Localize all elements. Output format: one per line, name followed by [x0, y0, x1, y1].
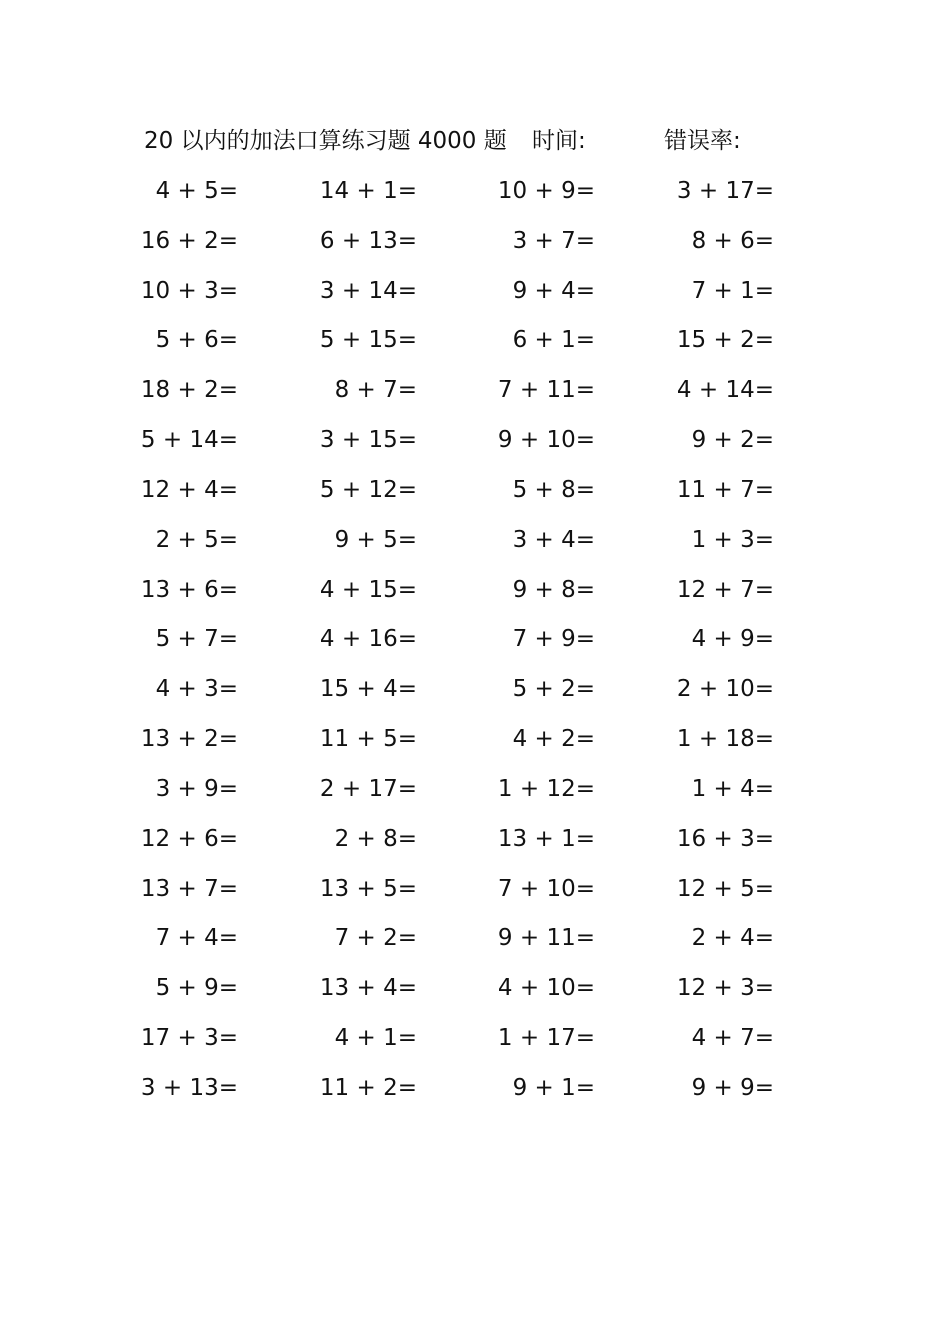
addition-problem: 13 + 1= — [497, 825, 595, 852]
problem-row — [0, 620, 950, 670]
addition-problem: 12 + 3= — [676, 975, 774, 1002]
addition-problem: 8 + 6= — [691, 227, 774, 254]
worksheet-title: 20 以内的加法口算练习题 4000 题 — [144, 128, 507, 154]
addition-problem: 4 + 9= — [691, 626, 774, 653]
addition-problem: 4 + 10= — [497, 975, 595, 1002]
addition-problem: 1 + 4= — [691, 775, 774, 802]
problem-row — [0, 371, 950, 421]
addition-problem: 16 + 2= — [140, 227, 238, 254]
addition-problem: 1 + 18= — [676, 726, 774, 753]
addition-problem: 7 + 4= — [155, 925, 238, 952]
addition-problem: 8 + 7= — [334, 377, 417, 404]
problem-row — [0, 1019, 950, 1069]
addition-problem: 2 + 8= — [334, 825, 417, 852]
addition-problem: 16 + 3= — [676, 825, 774, 852]
problem-row — [0, 571, 950, 621]
addition-problem: 12 + 5= — [676, 875, 774, 902]
addition-problem: 1 + 17= — [497, 1025, 595, 1052]
problem-grid — [0, 172, 950, 1119]
addition-problem: 5 + 6= — [155, 327, 238, 354]
addition-problem: 5 + 9= — [155, 975, 238, 1002]
addition-problem: 11 + 5= — [319, 726, 417, 753]
addition-problem: 2 + 17= — [319, 775, 417, 802]
addition-problem: 4 + 16= — [319, 626, 417, 653]
addition-problem: 12 + 7= — [676, 576, 774, 603]
addition-problem: 18 + 2= — [140, 377, 238, 404]
problem-row — [0, 222, 950, 272]
problem-row — [0, 919, 950, 969]
addition-problem: 3 + 15= — [319, 427, 417, 454]
error-rate-label: 错误率: — [664, 128, 741, 154]
addition-problem: 9 + 10= — [497, 427, 595, 454]
addition-problem: 6 + 1= — [512, 327, 595, 354]
problem-row — [0, 820, 950, 870]
addition-problem: 9 + 11= — [497, 925, 595, 952]
addition-problem: 6 + 13= — [319, 227, 417, 254]
addition-problem: 13 + 4= — [319, 975, 417, 1002]
addition-problem: 11 + 2= — [319, 1074, 417, 1101]
addition-problem: 7 + 2= — [334, 925, 417, 952]
addition-problem: 3 + 7= — [512, 227, 595, 254]
addition-problem: 2 + 10= — [676, 676, 774, 703]
problem-row — [0, 172, 950, 222]
addition-problem: 1 + 3= — [691, 526, 774, 553]
addition-problem: 10 + 9= — [497, 178, 595, 204]
addition-problem: 4 + 7= — [691, 1025, 774, 1052]
problem-row — [0, 969, 950, 1019]
addition-problem: 5 + 15= — [319, 327, 417, 354]
addition-problem: 17 + 3= — [140, 1025, 238, 1052]
addition-problem: 5 + 8= — [512, 476, 595, 503]
addition-problem: 4 + 14= — [676, 377, 774, 404]
addition-problem: 3 + 17= — [676, 178, 774, 204]
problem-row — [0, 471, 950, 521]
addition-problem: 13 + 6= — [140, 576, 238, 603]
addition-problem: 4 + 15= — [319, 576, 417, 603]
problem-row — [0, 421, 950, 471]
addition-problem: 5 + 7= — [155, 626, 238, 653]
problem-row — [0, 770, 950, 820]
addition-problem: 5 + 12= — [319, 476, 417, 503]
addition-problem: 13 + 5= — [319, 875, 417, 902]
addition-problem: 4 + 3= — [155, 676, 238, 703]
addition-problem: 9 + 9= — [691, 1074, 774, 1101]
addition-problem: 5 + 2= — [512, 676, 595, 703]
problem-row — [0, 870, 950, 920]
addition-problem: 15 + 2= — [676, 327, 774, 354]
addition-problem: 9 + 4= — [512, 277, 595, 304]
addition-problem: 4 + 5= — [155, 178, 238, 204]
problem-row — [0, 521, 950, 571]
addition-problem: 13 + 7= — [140, 875, 238, 902]
problem-row — [0, 720, 950, 770]
addition-problem: 13 + 2= — [140, 726, 238, 753]
addition-problem: 3 + 14= — [319, 277, 417, 304]
addition-problem: 7 + 1= — [691, 277, 774, 304]
problem-row — [0, 272, 950, 322]
addition-problem: 10 + 3= — [140, 277, 238, 304]
problem-row — [0, 1069, 950, 1119]
addition-problem: 12 + 4= — [140, 476, 238, 503]
addition-problem: 9 + 2= — [691, 427, 774, 454]
addition-problem: 5 + 14= — [140, 427, 238, 454]
time-label: 时间: — [532, 128, 586, 154]
problem-row — [0, 321, 950, 371]
addition-problem: 9 + 1= — [512, 1074, 595, 1101]
addition-problem: 7 + 9= — [512, 626, 595, 653]
addition-problem: 4 + 2= — [512, 726, 595, 753]
addition-problem: 3 + 9= — [155, 775, 238, 802]
addition-problem: 9 + 5= — [334, 526, 417, 553]
addition-problem: 2 + 5= — [155, 526, 238, 553]
addition-problem: 4 + 1= — [334, 1025, 417, 1052]
addition-problem: 7 + 10= — [497, 875, 595, 902]
addition-problem: 7 + 11= — [497, 377, 595, 404]
addition-problem: 12 + 6= — [140, 825, 238, 852]
addition-problem: 2 + 4= — [691, 925, 774, 952]
addition-problem: 15 + 4= — [319, 676, 417, 703]
addition-problem: 14 + 1= — [319, 178, 417, 204]
addition-problem: 3 + 4= — [512, 526, 595, 553]
addition-problem: 11 + 7= — [676, 476, 774, 503]
addition-problem: 3 + 13= — [140, 1074, 238, 1101]
addition-problem: 9 + 8= — [512, 576, 595, 603]
addition-problem: 1 + 12= — [497, 775, 595, 802]
problem-row — [0, 670, 950, 720]
